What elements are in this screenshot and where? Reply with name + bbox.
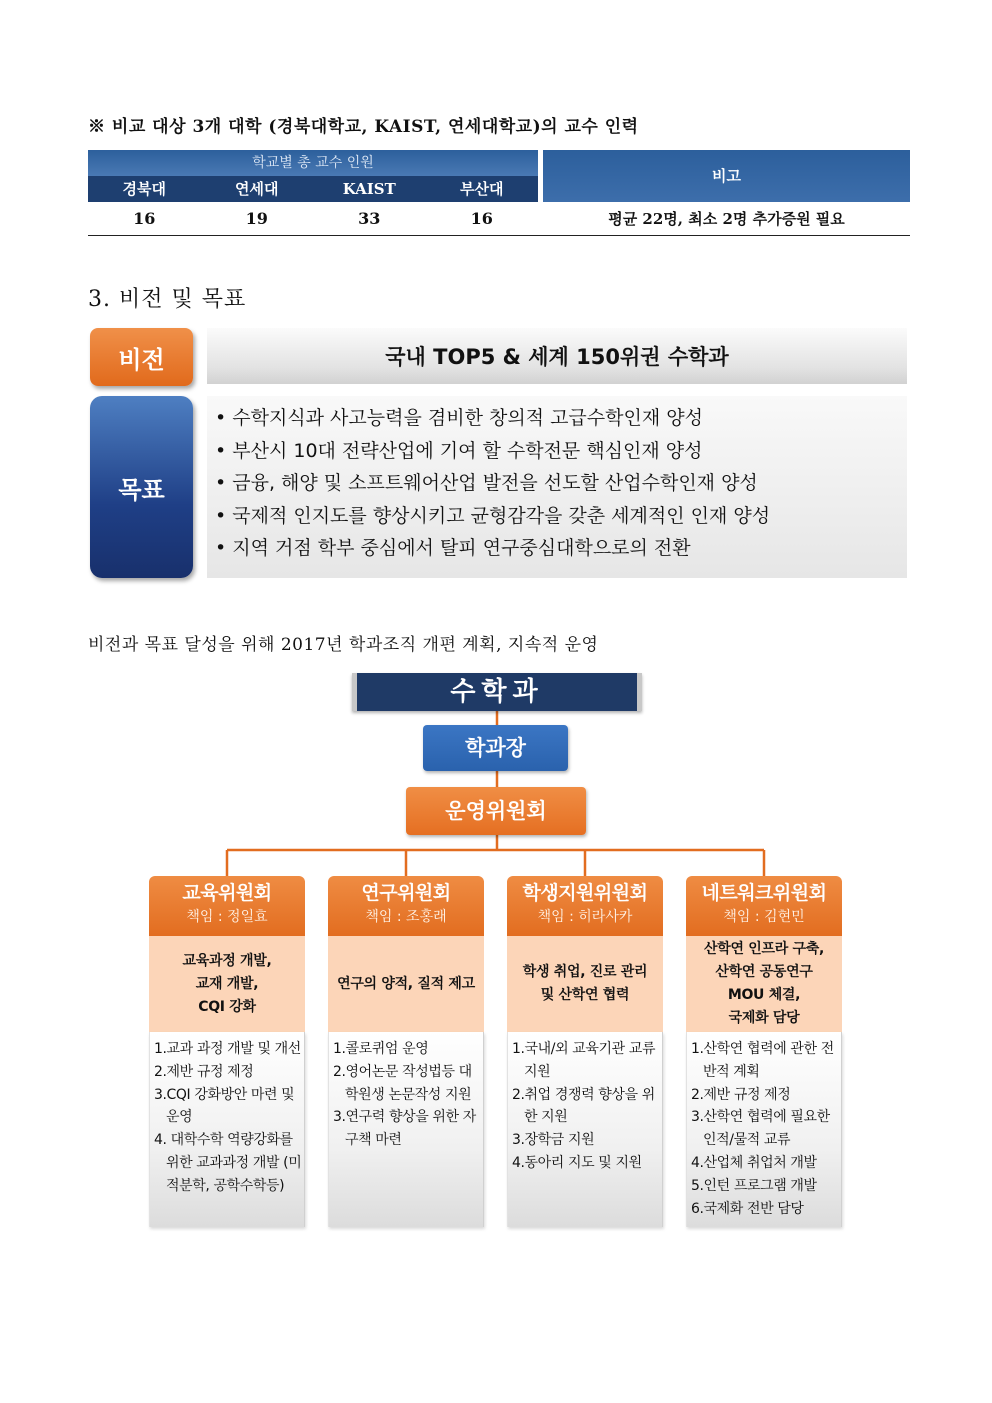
goals-list (207, 396, 907, 578)
note-cell: 평균 22명, 최소 2명 추가증원 필요 (608, 210, 845, 228)
comparison-table-header (88, 150, 910, 202)
faculty-count-values (88, 202, 538, 236)
committee-column-research (328, 876, 484, 1227)
faculty-count-group-title: 학교별 총 교수 인원 (88, 150, 538, 176)
committee-task-list (686, 1032, 842, 1227)
task-item: 5.인턴 프로그램 개발 (691, 1177, 817, 1194)
table-cell: 16 (470, 209, 493, 228)
committee-lead: 책임 : 김현민 (723, 909, 805, 925)
task-item: 2.영어논문 작성법등 대학원생 논문작성 지원 (333, 1063, 472, 1103)
goal-item: • 국제적 인지도를 향상시키고 균형감각을 갖춘 세계적인 인재 양성 (215, 500, 907, 533)
task-item: 4.산업체 취업처 개발 (691, 1154, 817, 1171)
committee-summary: 산학연 인프라 구축, 산학연 공동연구 MOU 체결, 국제화 담당 (686, 936, 842, 1032)
committee-summary: 연구의 양적, 질적 제고 (328, 936, 484, 1032)
committee-header (149, 876, 305, 936)
task-item: 3.연구력 향상을 위한 자구책 마련 (333, 1109, 476, 1149)
task-item: 1.교과 과정 개발 및 개선 (154, 1041, 301, 1057)
committee-task-list (507, 1032, 663, 1227)
committee-task-list (328, 1032, 484, 1227)
note-column-header: 비고 (543, 150, 910, 202)
committee-column-network (686, 876, 842, 1227)
department-title: 수학과 (352, 673, 642, 711)
column-header: 부산대 (460, 180, 504, 198)
committee-column-education (149, 876, 305, 1227)
table-cell: 19 (245, 209, 268, 228)
comparison-heading: ※ 비교 대상 3개 대학 (경북대학교, KAIST, 연세대학교)의 교수 인력 (88, 117, 639, 137)
task-item: 4. 대학수학 역량강화를 위한 교과과정 개발 (미적분학, 공학수학등) (154, 1132, 302, 1194)
column-header: KAIST (342, 180, 396, 198)
table-cell: 16 (133, 209, 156, 228)
table-row (88, 202, 910, 236)
table-cell: 33 (358, 209, 381, 228)
org-intro-text: 비전과 목표 달성을 위해 2017년 학과조직 개편 계획, 지속적 운영 (88, 635, 599, 655)
vision-text: 국내 TOP5 & 세계 150위권 수학과 (207, 328, 907, 384)
committee-summary: 학생 취업, 진로 관리 및 산학연 협력 (507, 936, 663, 1032)
goal-item: • 수학지식과 사고능력을 겸비한 창의적 고급수학인재 양성 (215, 402, 907, 435)
goals-label: 목표 (90, 396, 193, 578)
goal-item: • 금융, 해양 및 소프트웨어산업 발전을 선도할 산업수학인재 양성 (215, 467, 907, 500)
vision-label: 비전 (90, 328, 193, 386)
goal-item: • 지역 거점 학부 중심에서 탈피 연구중심대학으로의 전환 (215, 532, 907, 565)
goal-item: • 부산시 10대 전략산업에 기여 할 수학전문 핵심인재 양성 (215, 435, 907, 468)
task-item: 1.콜로퀴엄 운영 (333, 1041, 429, 1057)
committee-lead: 책임 : 조홍래 (365, 909, 447, 925)
task-item: 1.국내/외 교육기관 교류 지원 (512, 1041, 656, 1080)
task-item: 3.장학금 지원 (512, 1132, 595, 1149)
column-header: 경북대 (122, 180, 166, 198)
task-item: 2.취업 경쟁력 향상을 위한 지원 (512, 1086, 655, 1126)
faculty-count-group (88, 150, 538, 202)
task-item: 3.CQI 강화방안 마련 및 운영 (154, 1086, 295, 1126)
committee-lead: 책임 : 정일효 (186, 909, 268, 925)
committee-header (507, 876, 663, 936)
committee-task-list (149, 1032, 305, 1227)
comparison-table (88, 150, 910, 236)
task-item: 3.산학연 협력에 필요한 인적/물적 교류 (691, 1109, 830, 1149)
task-item: 4.동아리 지도 및 지원 (512, 1154, 642, 1171)
committee-name: 학생지원위원회 (522, 882, 648, 904)
committee-name: 교육위원회 (182, 882, 272, 904)
committee-header (328, 876, 484, 936)
task-item: 1.산학연 협력에 관한 전반적 계획 (691, 1041, 834, 1080)
steering-committee-box: 운영위원회 (406, 787, 586, 835)
committee-name: 네트워크위원회 (701, 882, 827, 904)
column-header: 연세대 (235, 180, 279, 198)
task-item: 2.제반 규정 제정 (154, 1063, 254, 1080)
committee-lead: 책임 : 히라사카 (537, 909, 633, 925)
committee-summary: 교육과정 개발, 교재 개발, CQI 강화 (149, 936, 305, 1032)
task-item: 6.국제화 전반 담당 (691, 1200, 804, 1217)
committee-column-student-support (507, 876, 663, 1227)
university-columns (88, 176, 538, 202)
section-title: 3. 비전 및 목표 (88, 287, 247, 312)
task-item: 2.제반 규정 제정 (691, 1086, 791, 1103)
department-head-box: 학과장 (423, 725, 568, 771)
committee-name: 연구위원회 (361, 882, 451, 904)
committee-header (686, 876, 842, 936)
